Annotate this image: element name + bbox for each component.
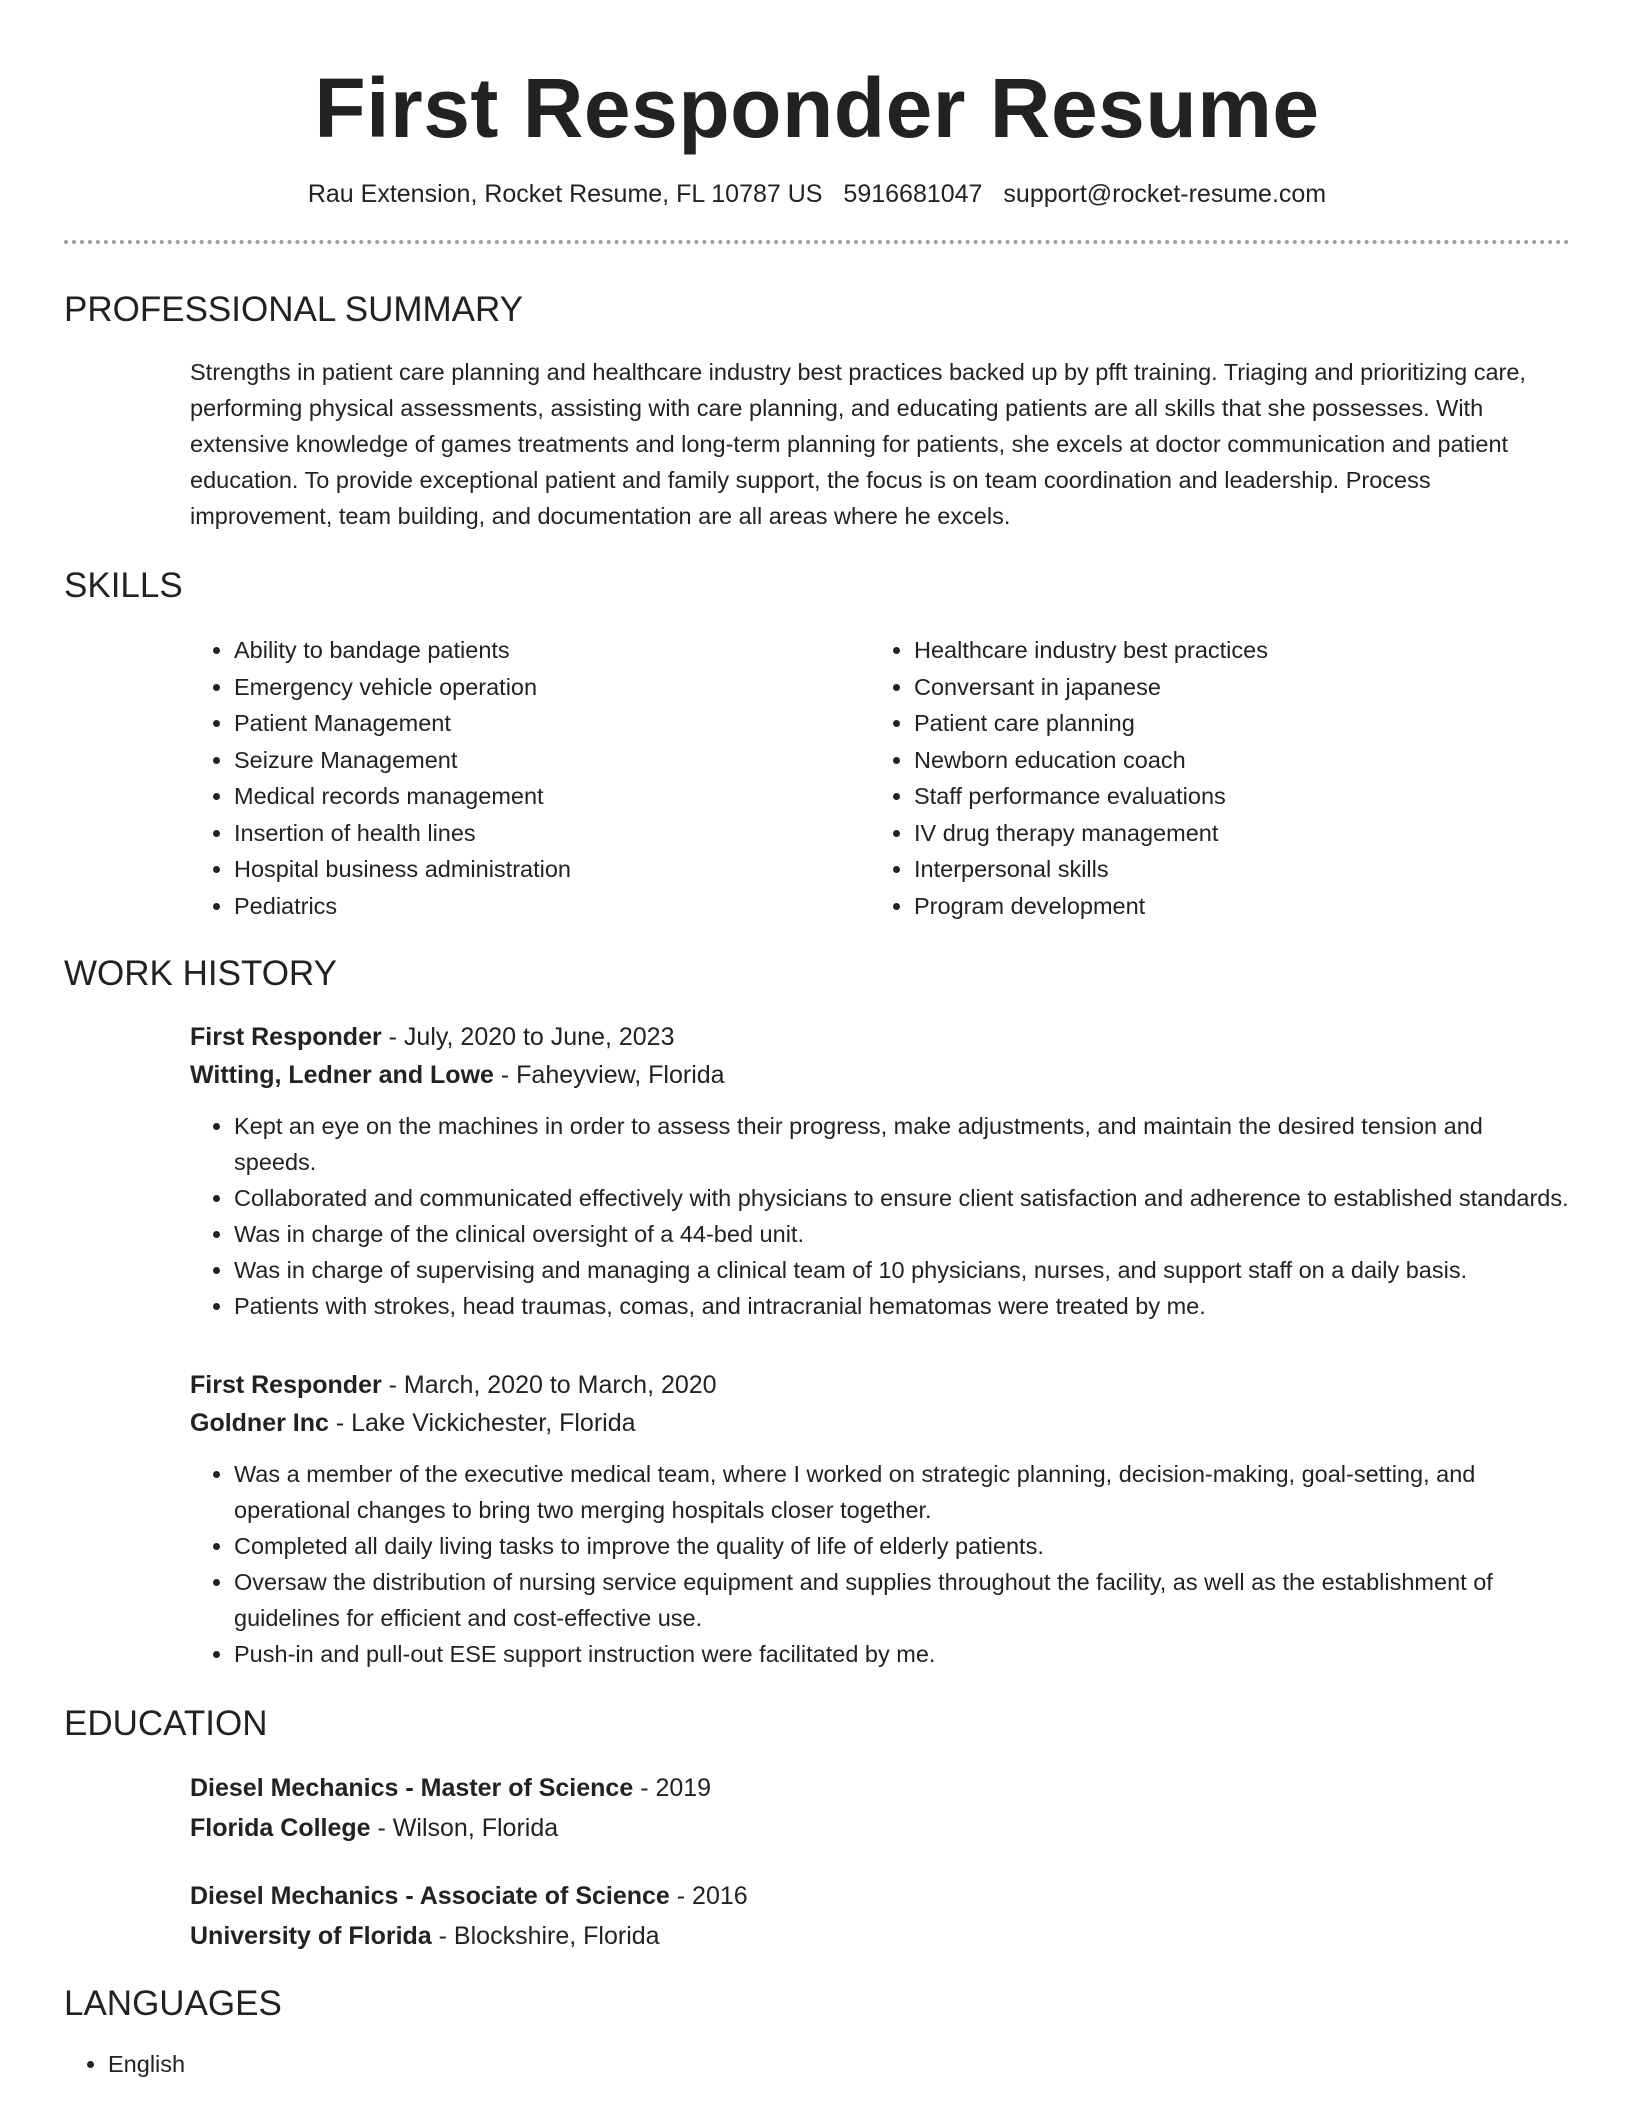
skills-column-left <box>190 632 870 924</box>
job-location: - Lake Vickichester, Florida <box>328 1409 636 1437</box>
job-company-line <box>190 1404 1570 1442</box>
job-company-line <box>190 1056 1570 1094</box>
skill-item: • Healthcare industry best practices <box>914 632 1514 669</box>
education-degree: Diesel Mechanics - Associate of Science <box>190 1882 670 1910</box>
education-school: Florida College <box>190 1814 371 1842</box>
skill-item: • Staff performance evaluations <box>914 778 1514 815</box>
education-school-line <box>190 1916 1570 1956</box>
education-location: - Wilson, Florida <box>370 1814 559 1842</box>
education-school-line <box>190 1808 1570 1848</box>
skill-item: • IV drug therapy management <box>914 815 1514 852</box>
job-bullet: • Kept an eye on the machines in order to assess their progress, make adjustments, and maintain the desired tension and speeds. <box>234 1108 1570 1180</box>
languages-heading: LANGUAGES <box>64 1984 282 2023</box>
skill-item: • Patient Management <box>234 705 870 742</box>
job-entry <box>190 1366 1570 1672</box>
job-bullet: • Completed all daily living tasks to improve the quality of life of elderly patients. <box>234 1528 1570 1564</box>
job-bullet: • Was a member of the executive medical team, where I worked on strategic planning, decision-making, goal-setting, and operational changes to bring two merging hospitals closer together. <box>234 1456 1570 1528</box>
job-dates: - March, 2020 to March, 2020 <box>381 1371 717 1399</box>
skills-heading: SKILLS <box>64 566 183 605</box>
education-entry <box>190 1876 1570 1956</box>
skill-item: • Medical records management <box>234 778 870 815</box>
skill-item: • Insertion of health lines <box>234 815 870 852</box>
skill-item: • Seizure Management <box>234 742 870 779</box>
education-degree-line <box>190 1876 1570 1916</box>
job-dates: - July, 2020 to June, 2023 <box>381 1023 675 1051</box>
contact-email: support@rocket-resume.com <box>1003 180 1327 208</box>
job-bullet: • Was in charge of supervising and managing a clinical team of 10 physicians, nurses, and support staff on a daily basis. <box>234 1252 1570 1288</box>
skill-item: • Program development <box>914 888 1514 925</box>
job-title: First Responder <box>190 1023 382 1051</box>
education-school: University of Florida <box>190 1922 432 1950</box>
job-title-line <box>190 1018 1570 1056</box>
education-year: - 2016 <box>669 1882 748 1910</box>
job-bullet: • Was in charge of the clinical oversight of a 44-bed unit. <box>234 1216 1570 1252</box>
skill-item: • Patient care planning <box>914 705 1514 742</box>
education-degree-line <box>190 1768 1570 1808</box>
language-item: • English <box>108 2046 1570 2082</box>
skills-list <box>190 632 1570 924</box>
skill-item: • Interpersonal skills <box>914 851 1514 888</box>
job-bullets <box>190 1456 1570 1672</box>
summary-text: Strengths in patient care planning and healthcare industry best practices backed up by pfft training. Triaging and prioritizing care, performing physical assessments, assisting with care planning, and educating patients are all skills that she possesses. With extensive knowledge of games treatments and long-term planning for patients, she excels at doctor communication and patient education. To provide exceptional patient and family support, the focus is on team coordination and leadership. Process improvement, team building, and documentation are all areas where he excels. <box>190 359 1526 529</box>
contact-address: Rau Extension, Rocket Resume, FL 10787 US <box>307 180 823 208</box>
job-bullet: • Oversaw the distribution of nursing service equipment and supplies throughout the facility, as well as the establishment of guidelines for efficient and cost-effective use. <box>234 1564 1570 1636</box>
work-history-heading: WORK HISTORY <box>64 954 337 993</box>
job-bullet: • Push-in and pull-out ESE support instruction were facilitated by me. <box>234 1636 1570 1672</box>
education-year: - 2019 <box>633 1774 712 1802</box>
skill-item: • Ability to bandage patients <box>234 632 870 669</box>
education-entry <box>190 1768 1570 1848</box>
skill-item: • Emergency vehicle operation <box>234 669 870 706</box>
job-entry <box>190 1018 1570 1324</box>
education-degree: Diesel Mechanics - Master of Science <box>190 1774 634 1802</box>
contact-line <box>64 176 1570 212</box>
languages-list <box>64 2046 1570 2082</box>
resume-page <box>64 0 1570 2082</box>
job-bullet: • Patients with strokes, head traumas, comas, and intracranial hematomas were treated by me. <box>234 1288 1570 1324</box>
skill-item: • Conversant in japanese <box>914 669 1514 706</box>
job-company: Witting, Ledner and Lowe <box>190 1061 494 1089</box>
resume-title: First Responder Resume <box>314 61 1320 155</box>
header-divider <box>64 240 1570 244</box>
skill-item: • Hospital business administration <box>234 851 870 888</box>
education-location: - Blockshire, Florida <box>431 1922 660 1950</box>
contact-phone: 5916681047 <box>843 180 983 208</box>
job-location: - Faheyview, Florida <box>493 1061 725 1089</box>
skills-column-right <box>870 632 1514 924</box>
education-heading: EDUCATION <box>64 1704 268 1743</box>
job-bullets <box>190 1108 1570 1324</box>
skill-item: • Pediatrics <box>234 888 870 925</box>
skill-item: • Newborn education coach <box>914 742 1514 779</box>
job-title: First Responder <box>190 1371 382 1399</box>
job-company: Goldner Inc <box>190 1409 329 1437</box>
job-title-line <box>190 1366 1570 1404</box>
summary-heading: PROFESSIONAL SUMMARY <box>64 290 523 329</box>
job-bullet: • Collaborated and communicated effectively with physicians to ensure client satisfaction and adherence to established standards. <box>234 1180 1570 1216</box>
